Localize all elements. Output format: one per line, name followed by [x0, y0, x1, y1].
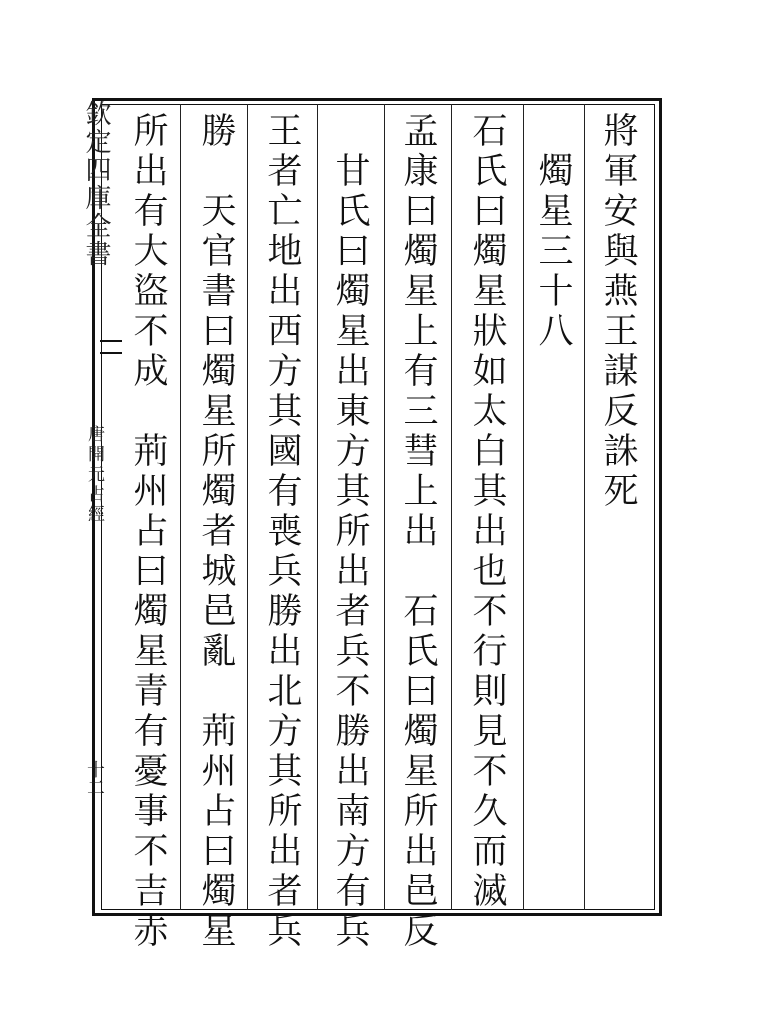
text-column-2: 燭星三十八	[533, 112, 573, 352]
book-title-label: 唐開元占經	[84, 425, 104, 525]
fishtail-mark	[100, 340, 122, 342]
text-column-6: 王者亡地出西方其國有喪兵勝出北方其所出者兵	[262, 112, 302, 952]
text-column-8: 所出有大盜不成 荊州占曰燭星青有憂事不吉赤	[128, 112, 168, 952]
header-label: 欽定四庫全書	[81, 100, 111, 268]
text-column-1: 將軍安與燕王謀反誅死	[598, 112, 638, 512]
column-rule	[317, 104, 318, 910]
text-column-4: 孟康曰燭星上有三彗上出 石氏曰燭星所出邑反	[398, 112, 438, 952]
column-rule	[384, 104, 385, 910]
column-rule	[451, 104, 452, 910]
text-column-5: 甘氏曰燭星出東方其所出者兵不勝出南方有兵	[330, 112, 370, 952]
fishtail-mark	[100, 352, 122, 354]
page-number: 十二	[84, 760, 105, 796]
column-rule	[584, 104, 585, 910]
text-column-3: 石氏曰燭星狀如太白其出也不行則見不久而滅	[467, 112, 507, 912]
column-rule	[523, 104, 524, 910]
column-rule	[180, 104, 181, 910]
column-rule	[247, 104, 248, 910]
text-column-7: 勝 天官書曰燭星所燭者城邑亂 荊州占曰燭星	[196, 112, 236, 952]
